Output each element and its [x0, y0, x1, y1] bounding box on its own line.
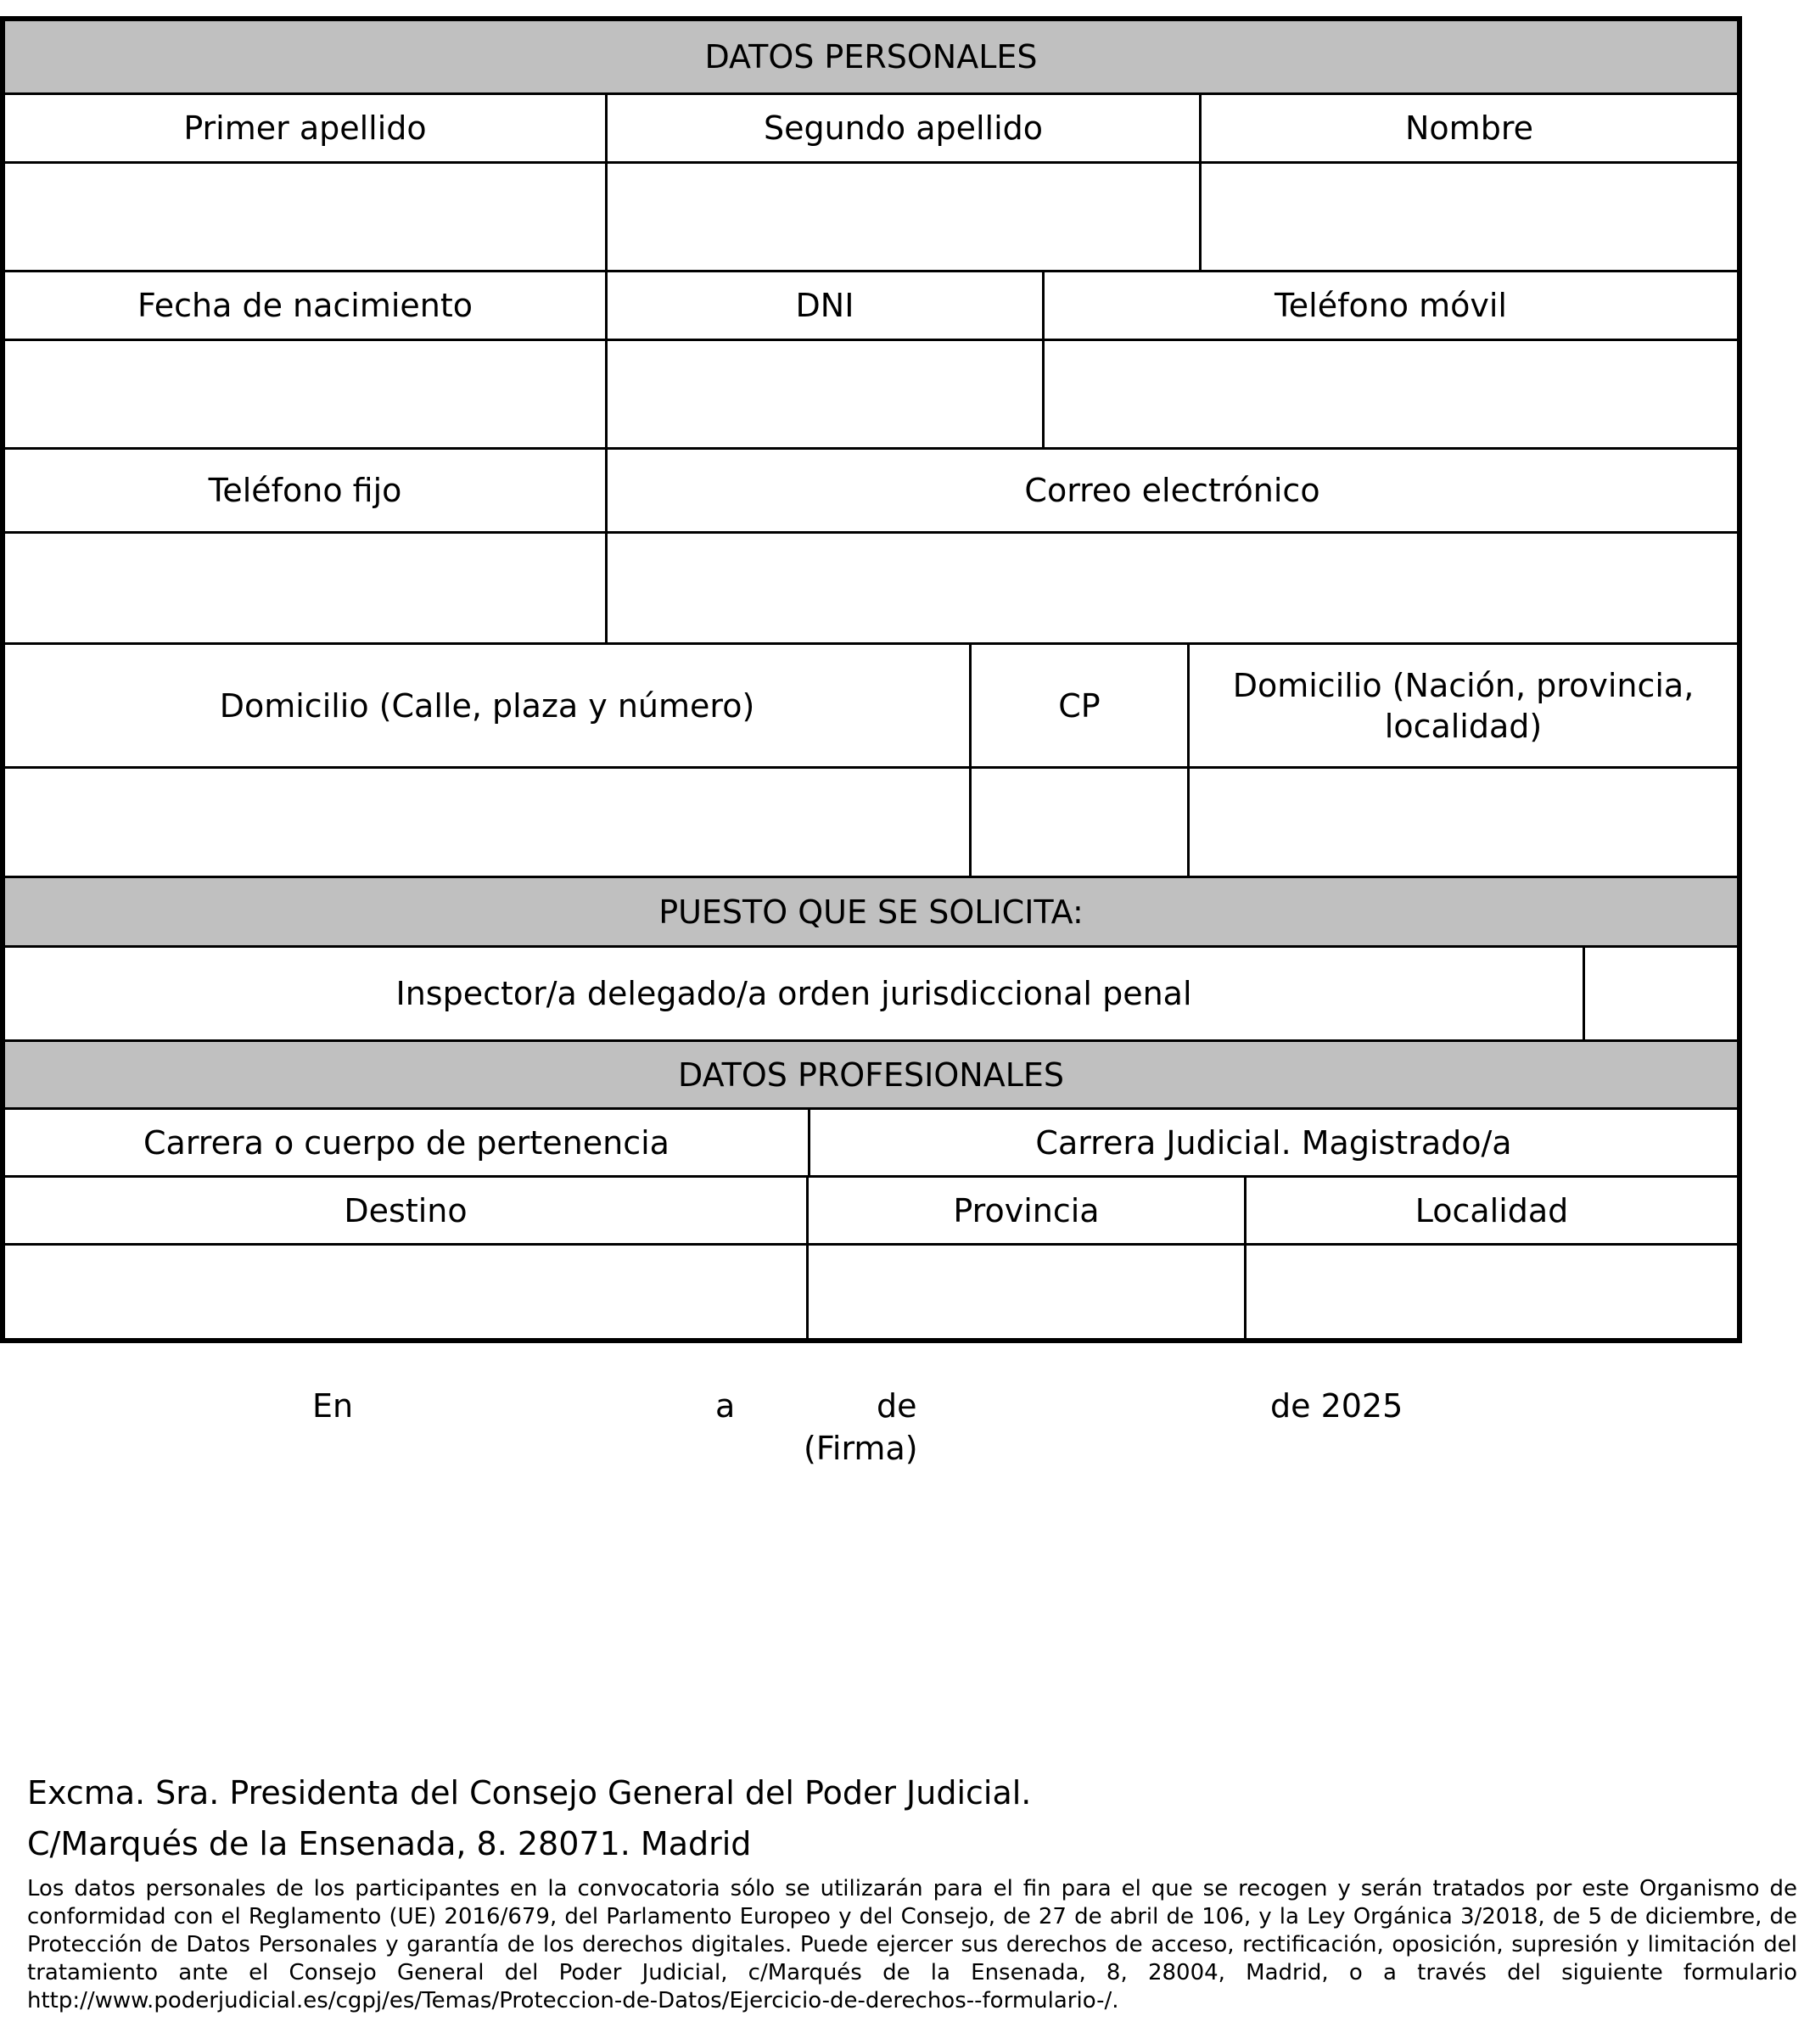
cp-label: CP	[1058, 686, 1101, 725]
signature-label: (Firma)	[804, 1430, 918, 1467]
provincia-field[interactable]	[809, 1246, 1244, 1338]
correo-label: Correo electrónico	[1024, 472, 1320, 509]
destino-label: Destino	[344, 1191, 468, 1229]
fecha-nacimiento-field[interactable]	[5, 341, 605, 447]
divider	[1244, 1178, 1247, 1338]
telefono-fijo-field[interactable]	[5, 534, 605, 642]
day-prefix: a	[715, 1387, 736, 1425]
telefono-fijo-label: Teléfono fijo	[208, 472, 402, 509]
correo-field[interactable]	[608, 534, 1737, 642]
divider	[605, 272, 608, 447]
domicilio-nacion-label: Domicilio (Nación, provincia, localidad)	[1232, 666, 1695, 745]
destino-field[interactable]	[5, 1246, 806, 1338]
divider	[605, 95, 608, 270]
month-prefix: de	[877, 1387, 917, 1425]
primer-apellido-field[interactable]	[5, 164, 605, 270]
puesto-value: Inspector/a delegado/a orden jurisdiccional penal	[395, 975, 1192, 1012]
personal-data-header: DATOS PERSONALES	[5, 21, 1737, 92]
cp-field[interactable]	[972, 769, 1187, 876]
place-prefix: En	[312, 1387, 354, 1425]
divider	[1042, 272, 1045, 447]
provincia-label: Provincia	[953, 1191, 1100, 1229]
year-label: de 2025	[1270, 1387, 1403, 1425]
application-form	[0, 16, 1742, 1343]
divider	[605, 450, 608, 642]
addressee: Excma. Sra. Presidenta del Consejo General del Poder Judicial.	[27, 1774, 1032, 1812]
domicilio-calle-field[interactable]	[5, 769, 969, 876]
telefono-movil-field[interactable]	[1045, 341, 1737, 447]
segundo-apellido-label: Segundo apellido	[763, 109, 1044, 147]
segundo-apellido-field[interactable]	[608, 164, 1199, 270]
divider	[1187, 645, 1190, 876]
nombre-field[interactable]	[1202, 164, 1737, 270]
localidad-field[interactable]	[1247, 1246, 1737, 1338]
divider	[806, 1178, 809, 1338]
carrera-value: Carrera Judicial. Magistrado/a	[1035, 1123, 1512, 1162]
localidad-label: Localidad	[1415, 1191, 1569, 1229]
fecha-nacimiento-label: Fecha de nacimiento	[137, 287, 473, 324]
dni-label: DNI	[795, 287, 854, 324]
privacy-notice: Los datos personales de los participantes en la convocatoria sólo se utilizarán para el fin para el que se recogen y serán tratados por este Organismo de conformidad con el Reglamento (UE) 2016/679, del Parlamento Europeo y del Consejo, de 27 de abril de 106, y la Ley Orgánica 3/2018, de 5 de diciembre, de Protección de Datos Personales y garantía de los derechos digitales. Puede ejercer sus derechos de acceso, rectificación, oposición, supresión y limitación del tratamiento ante el Consejo General del Poder Judicial, c/Marqués de la Ensenada, 8, 28004, Madrid, o a través del siguiente formulario http://www.poderjudicial.es/cgpj/es/Temas/Proteccion-de-Datos/Ejercicio-de-derechos--formulario-/.	[27, 1876, 1797, 2013]
divider	[969, 645, 972, 876]
professional-data-header: DATOS PROFESIONALES	[5, 1042, 1737, 1107]
puesto-checkbox[interactable]	[1585, 948, 1737, 1039]
telefono-movil-label: Teléfono móvil	[1275, 287, 1507, 324]
puesto-header: PUESTO QUE SE SOLICITA:	[5, 878, 1737, 945]
address: C/Marqués de la Ensenada, 8. 28071. Madrid	[27, 1825, 752, 1862]
dni-field[interactable]	[608, 341, 1042, 447]
domicilio-nacion-field[interactable]	[1190, 769, 1737, 876]
carrera-label: Carrera o cuerpo de pertenencia	[143, 1123, 669, 1162]
primer-apellido-label: Primer apellido	[183, 109, 427, 147]
divider	[1199, 95, 1202, 270]
domicilio-calle-label: Domicilio (Calle, plaza y número)	[219, 686, 755, 725]
nombre-label: Nombre	[1405, 109, 1533, 147]
